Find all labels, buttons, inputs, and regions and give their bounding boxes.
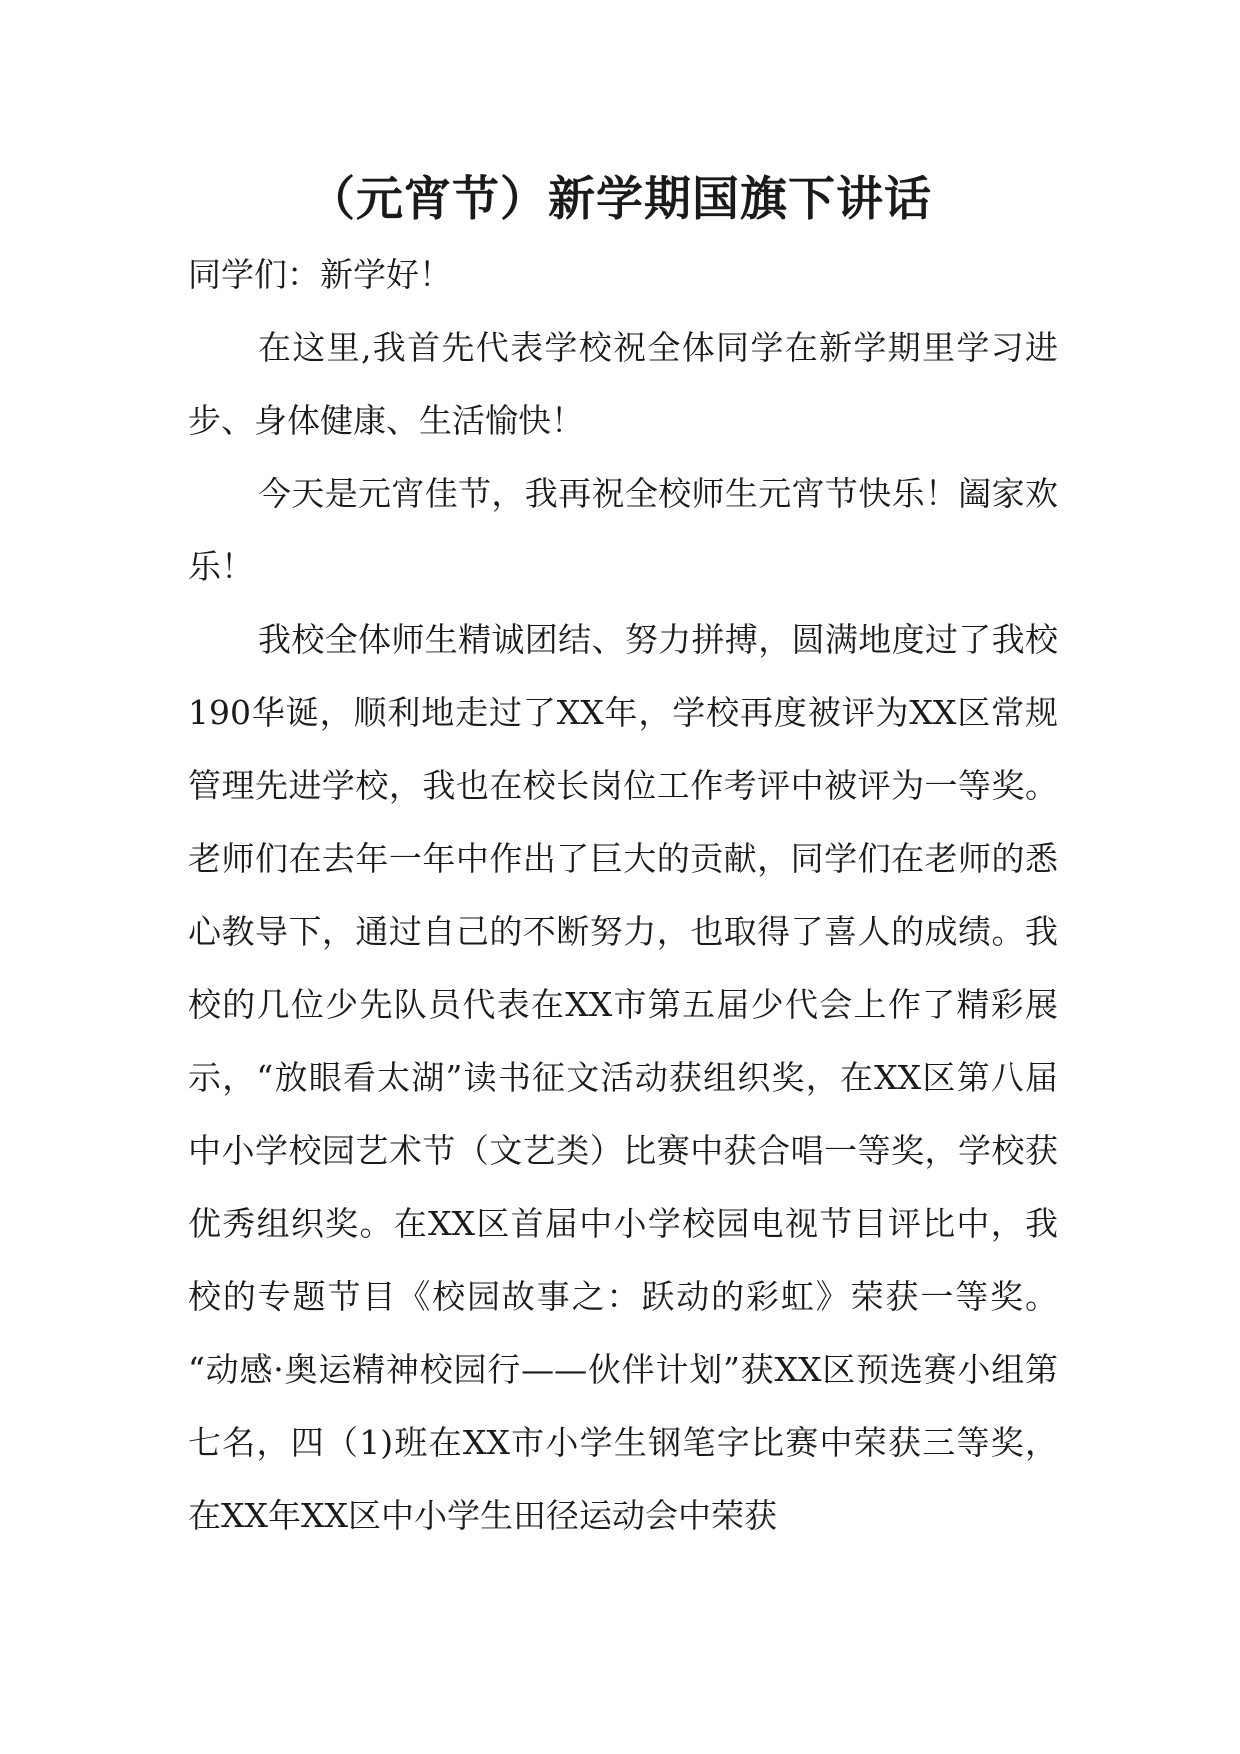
- greeting-line: 同学们：新学好！: [188, 255, 452, 294]
- document-title: （元宵节）新学期国旗下讲话: [308, 172, 932, 227]
- paragraph-achievements: 我校全体师生精诚团结、努力拼搏，圆满地度过了我校190华诞，顺利地走过了XX年，学校再度被评为XX区常规管理先进学校，我也在校长岗位工作考评中被评为一等奖。老师们在去年一年中作出了巨大的贡献，同学们在老师的悉心教导下，通过自己的不断努力，也取得了喜人的成绩。我校的几位少先队员代表在XX市第五届少代会上作了精彩展示，“放眼看太湖”读书征文活动获组织奖，在XX区第八届中小学校园艺术节（文艺类）比赛中获合唱一等奖，学校获优秀组织奖。在XX区首届中小学校园电视节目评比中，我校的专题节目《校园故事之：跃动的彩虹》荣获一等奖。 “动感·奥运精神校园行——伙伴计划”获XX区预选赛小组第七名，四（1)班在XX市小学生钢笔字比赛中荣获三等奖，在XX年XX区中小学生田径运动会中荣获: [188, 620, 1058, 1535]
- paragraph-lantern-festival: 今天是元宵佳节，我再祝全校师生元宵节快乐！阖家欢乐！: [188, 474, 1058, 586]
- document-body: [188, 238, 1058, 1552]
- paragraph-wishes: 在这里,我首先代表学校祝全体同学在新学期里学习进步、身体健康、生活愉快！: [188, 328, 1058, 440]
